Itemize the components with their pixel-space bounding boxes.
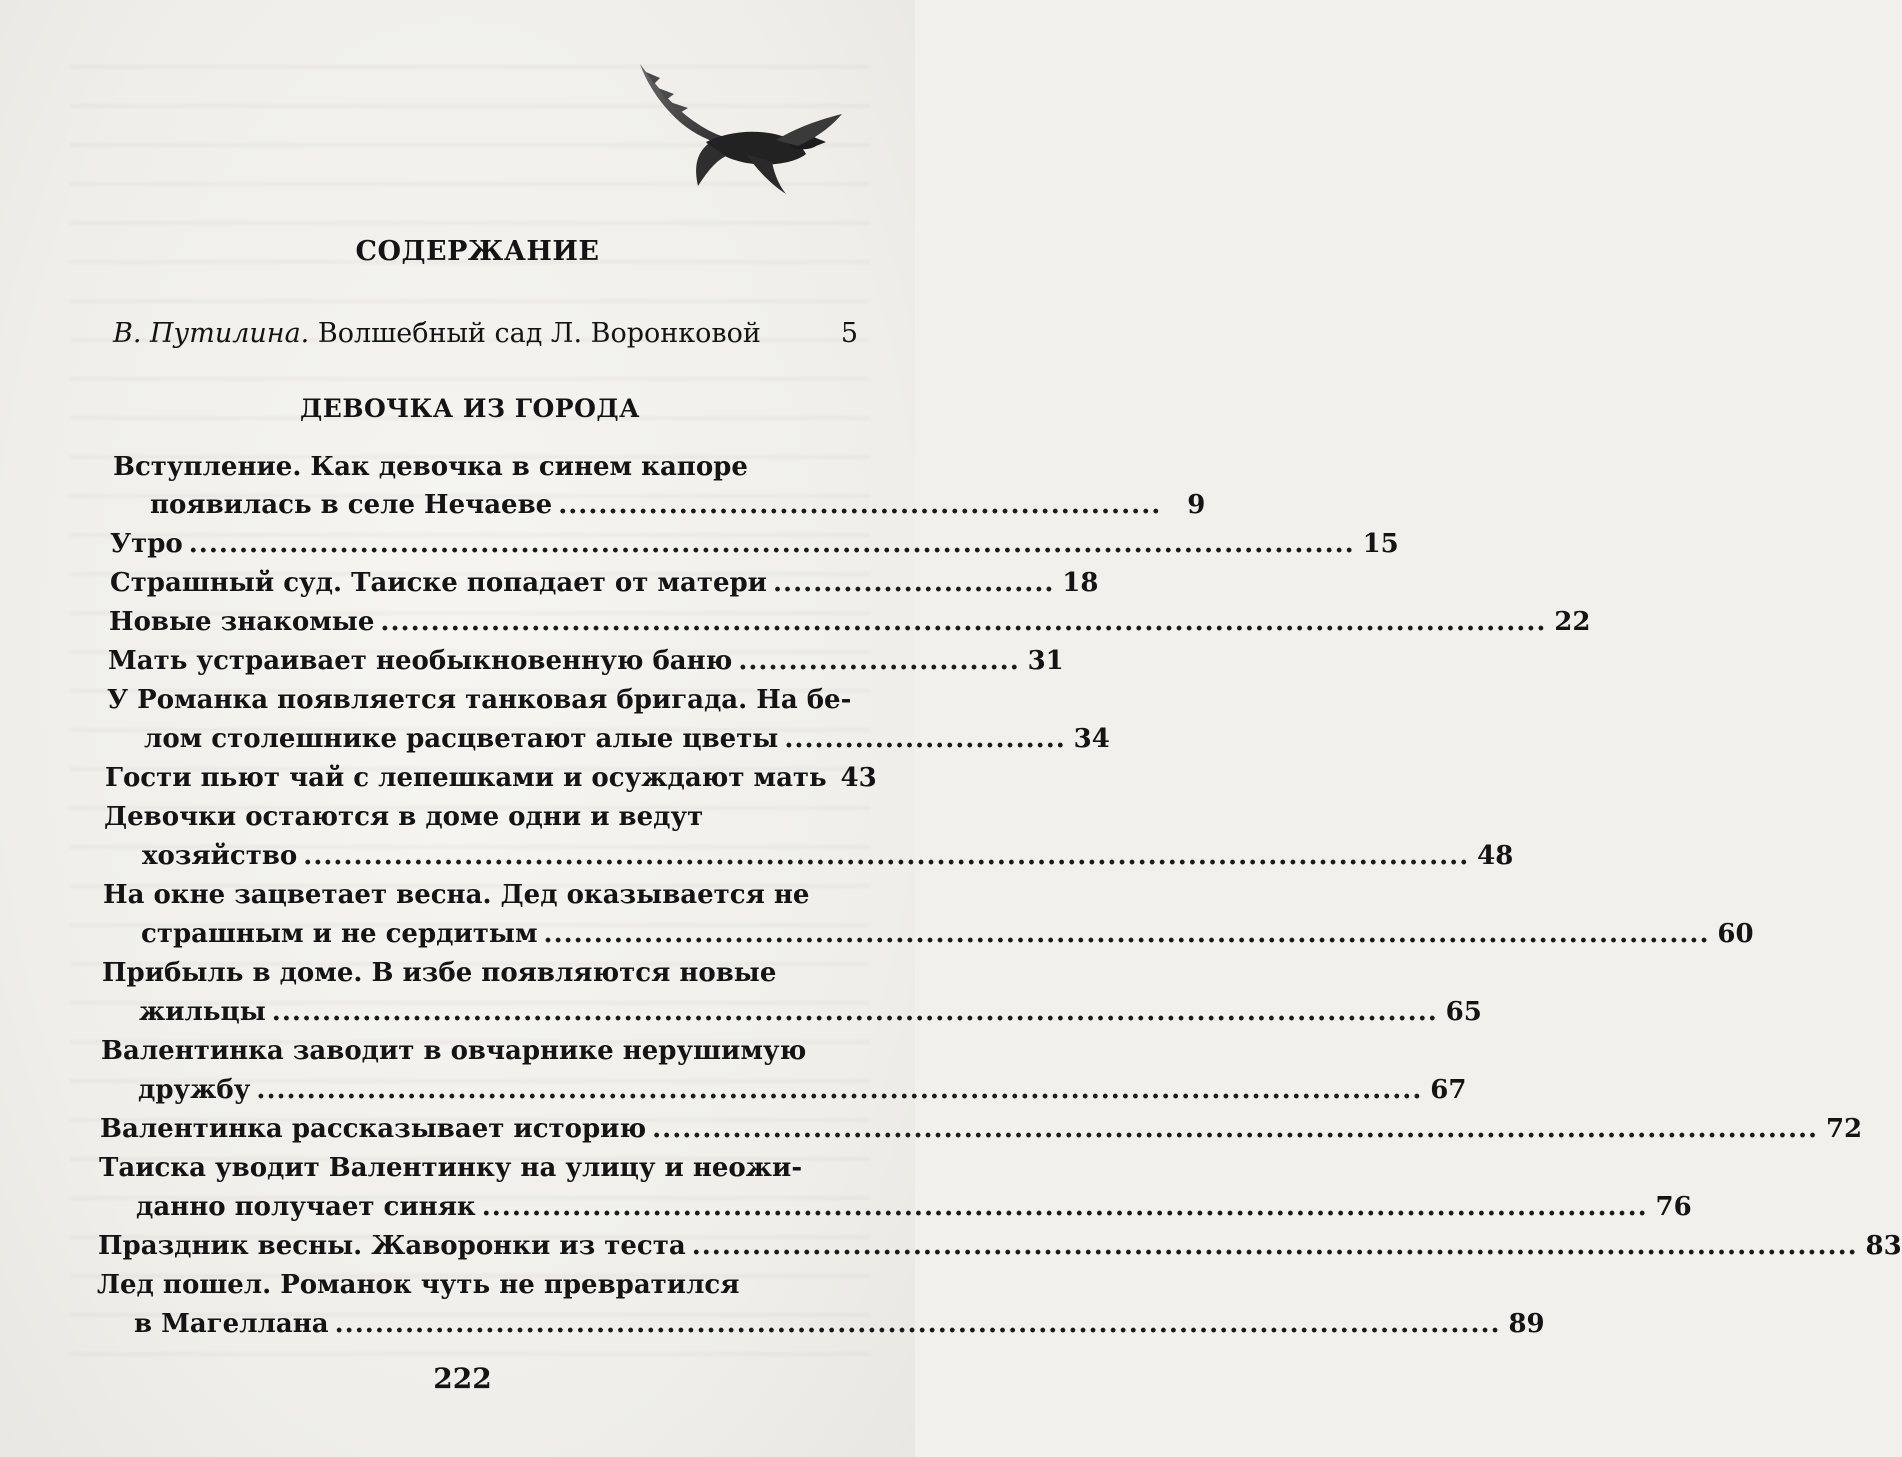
intro-entry (113, 318, 858, 349)
dot-leader: .................................................................................................................... (334, 1309, 1501, 1339)
intro-author: В. Путилина. (113, 318, 310, 349)
toc-entry-text: На окне зацветает весна. Дед оказывается не (103, 880, 810, 910)
dot-leader: .................................................................................................................... (303, 841, 1470, 871)
toc-entry-line (99, 1153, 802, 1183)
toc-entry-line (98, 1231, 1902, 1261)
toc-page-number: 65 (1445, 997, 1482, 1027)
toc-page-number: 43 (840, 763, 877, 793)
toc-page-number: 83 (1865, 1231, 1902, 1261)
toc-entry-line (142, 841, 1514, 871)
toc-entry-text: Праздник весны. Жаворонки из теста (98, 1231, 686, 1261)
toc-entry-line (134, 1309, 1545, 1339)
toc-entry-line (113, 452, 748, 482)
toc-entry-line (136, 1192, 1692, 1222)
toc-entry-text: Таиска уводит Валентинку на улицу и неожи- (99, 1153, 803, 1183)
toc-entry-text: Страшный суд. Таиске попадает от матери (110, 568, 767, 598)
toc-entry-line (150, 490, 1206, 520)
toc-entry-text: появилась в селе Нечаеве (150, 490, 553, 520)
dot-leader: ............................ (772, 568, 1055, 598)
toc-page-number: 34 (1073, 724, 1110, 754)
toc-entry-text: Утро (110, 529, 183, 559)
toc-entry-line (144, 724, 1110, 754)
toc-page-number: 18 (1062, 568, 1099, 598)
toc-entry-line (109, 607, 1591, 637)
toc-entry-text: страшным и не сердитым (141, 919, 538, 949)
toc-entry-line (141, 919, 1754, 949)
toc-entry-text: данно получает синяк (136, 1192, 476, 1222)
toc-entry-line (108, 646, 1064, 676)
toc-page-number: 89 (1508, 1309, 1545, 1339)
toc-entry-line (104, 802, 703, 832)
dot-leader: ............................ (738, 646, 1020, 676)
toc-entry-text: Лед пошел. Романок чуть не превратился (97, 1270, 740, 1300)
toc-entry-line (138, 1075, 1467, 1105)
dot-leader: ............................................................ (558, 490, 1162, 520)
toc-entry-text: Валентинка заводит в овчарнике нерушимую (101, 1036, 807, 1066)
dot-leader: .................................................................................................................... (543, 919, 1710, 949)
toc-page-number: 72 (1825, 1114, 1863, 1144)
intro-title: Волшебный сад Л. Воронковой (317, 318, 761, 349)
dot-leader: .................................................................................................................... (691, 1231, 1858, 1261)
toc-entry-text: дружбу (138, 1075, 251, 1105)
flying-bird-icon (636, 58, 846, 198)
toc-page-number: 15 (1362, 529, 1399, 559)
dot-leader: .................................................................................................................... (380, 607, 1547, 637)
toc-entry-text: жильцы (139, 997, 266, 1027)
toc-entry-text: У Романка появляется танковая бригада. На бе- (107, 685, 852, 715)
intro-text (113, 318, 761, 349)
toc-page-number: 48 (1477, 841, 1514, 871)
toc-entry-line (97, 1270, 739, 1300)
toc-entry-text: Гости пьют чай с лепешками и осуждают мать (105, 763, 827, 793)
toc-entry-text: Новые знакомые (109, 607, 375, 637)
section-title: ДЕВОЧКА ИЗ ГОРОДА (300, 394, 640, 423)
toc-entry-line (107, 685, 851, 715)
toc-page-number: 76 (1655, 1192, 1692, 1222)
dot-leader: .................................................................................................................... (256, 1075, 1423, 1105)
toc-entry-text: в Магеллана (134, 1309, 329, 1339)
toc-entry-line (110, 529, 1399, 559)
toc-entry-text: Вступление. Как девочка в синем капоре (113, 452, 748, 482)
toc-entry-text: Девочки остаются в доме одни и ведут (104, 802, 704, 832)
dot-leader: ............................ (784, 724, 1066, 754)
page-title: СОДЕРЖАНИЕ (355, 236, 600, 267)
toc-entry-line (101, 1036, 806, 1066)
toc-entry-line (110, 568, 1099, 598)
toc-entry-line (102, 958, 776, 988)
page-number: 222 (433, 1362, 492, 1395)
toc-entry-text: хозяйство (142, 841, 298, 871)
dot-leader: .................................................................................................................... (652, 1114, 1819, 1144)
toc-entry-text: Валентинка рассказывает историю (100, 1114, 647, 1144)
toc-page-number: 9 (1187, 490, 1206, 520)
toc-page-number: 22 (1554, 607, 1591, 637)
toc-entry-line (139, 997, 1482, 1027)
toc-entry-line (103, 880, 809, 910)
toc-entry-line (100, 1114, 1863, 1144)
toc-entry-line (105, 763, 877, 793)
toc-entry-text: Мать устраивает необыкновенную баню (108, 646, 733, 676)
toc-page-number: 60 (1717, 919, 1754, 949)
dot-leader: .................................................................................................................... (271, 997, 1438, 1027)
dot-leader: .................................................................................................................... (188, 529, 1355, 559)
dot-leader: .................................................................................................................... (481, 1192, 1648, 1222)
toc-page-number: 67 (1430, 1075, 1467, 1105)
toc-entry-text: лом столешнике расцветают алые цветы (144, 724, 779, 754)
toc-page-number: 31 (1027, 646, 1064, 676)
toc-entry-text: Прибыль в доме. В избе появляются новые (102, 958, 777, 988)
intro-page-number: 5 (840, 318, 858, 349)
